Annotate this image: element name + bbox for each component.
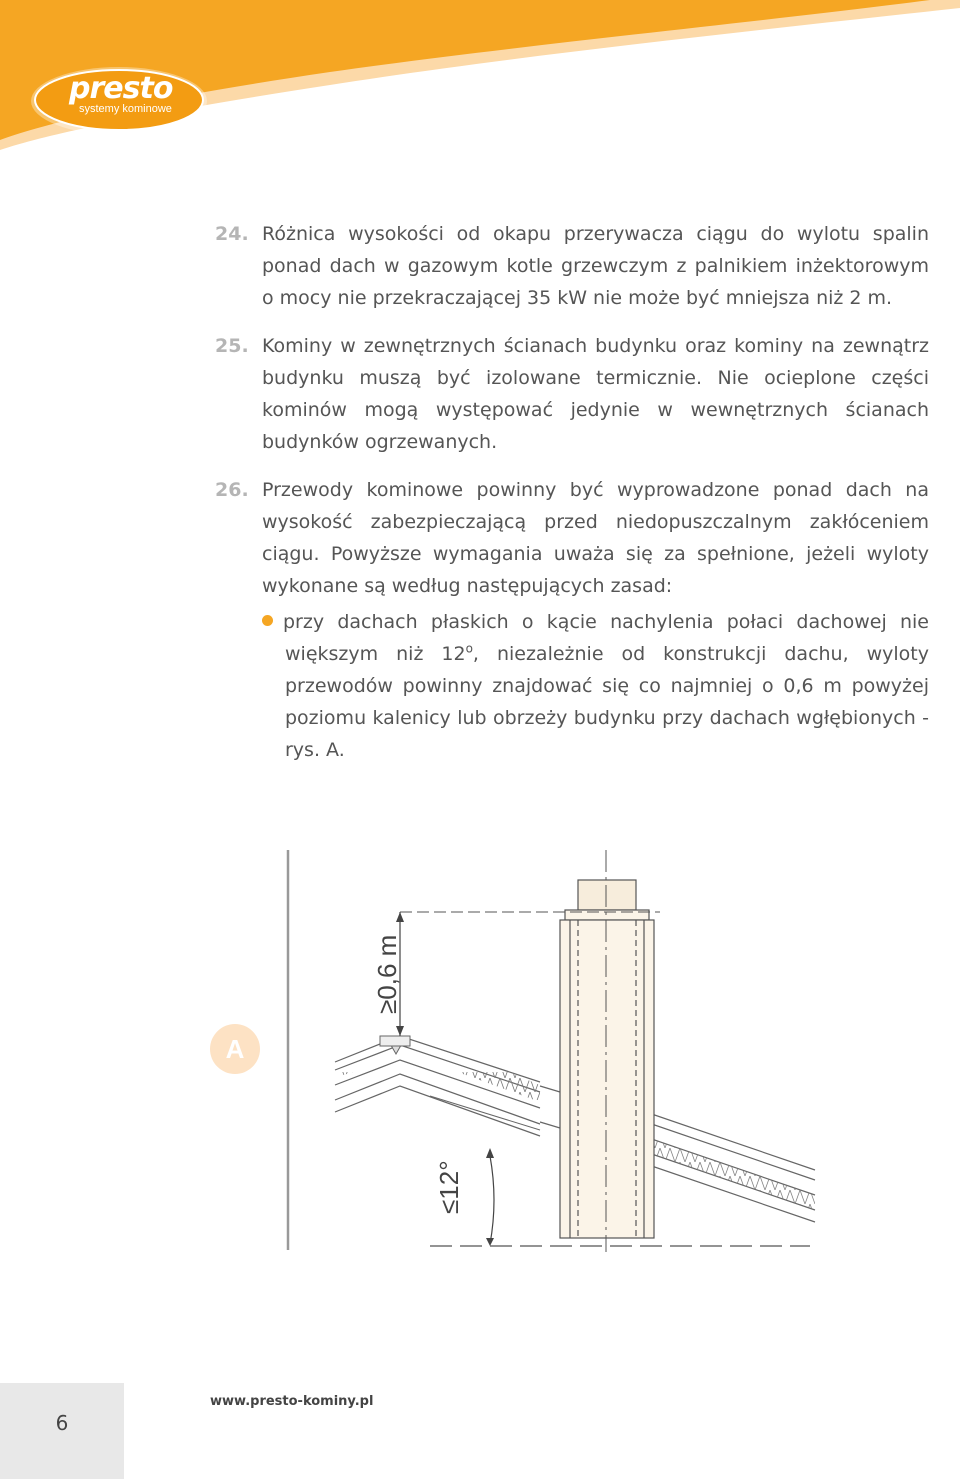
- presto-logo[interactable]: [33, 68, 205, 132]
- angle-arc: [490, 1156, 494, 1244]
- bullet-text-after: , niezależnie od konstrukcji dachu, wyloty przewodów powinny znajdować się co najmniej o 0,6 m powyżej poziomu kalenicy lub obrzeży budynku przy dachach wgłębionych - rys. A.: [285, 643, 929, 761]
- rule-number: 26.: [215, 479, 249, 501]
- bullet-item: [215, 606, 929, 766]
- degree-superscript: o: [465, 641, 473, 656]
- logo-wordmark: presto: [69, 71, 173, 106]
- bullet-text-before: przy dachach płaskich o kącie nachylenia połaci dachowej nie większym niż 12: [283, 611, 929, 665]
- rule-number: 24.: [215, 223, 249, 245]
- rule-text: Przewody kominowe powinny być wyprowadzone ponad dach na wysokość zabezpieczającą przed niedopuszczalnym zakłóceniem ciągu. Powyższe wymagania uważa się za spełnione, jeżeli wyloty wykonane są według następujących zasad:: [262, 479, 929, 597]
- figure-label: A: [210, 1024, 260, 1074]
- height-dimension-label: ≥0,6 m: [372, 934, 402, 1014]
- angle-dimension-label: ≤12°: [434, 1160, 464, 1214]
- page-number: 6: [55, 1411, 69, 1435]
- chimney-roof-diagram: [0, 840, 960, 1260]
- rule-text: Różnica wysokości od okapu przerywacza ciągu do wylotu spalin ponad dach w gazowym kotle grzewczym z palnikiem inżektorowym o mocy nie przekraczającej 35 kW nie może być mniejsza niż 2 m.: [262, 223, 929, 309]
- rule-25: [215, 330, 929, 458]
- website-link[interactable]: www.presto-kominy.pl: [210, 1394, 374, 1409]
- rule-number: 25.: [215, 335, 249, 357]
- logo-tagline: systemy kominowe: [79, 103, 172, 115]
- rule-26: [215, 474, 929, 602]
- main-content: [215, 218, 929, 766]
- chimney: [560, 880, 654, 1238]
- rule-24: [215, 218, 929, 314]
- rule-text: Kominy w zewnętrznych ścianach budynku oraz kominy na zewnątrz budynku muszą być izolowane termicznie. Nie ocieplone części kominów mogą występować jedynie w wewnętrznych ścianach budynków ogrzewanych.: [262, 335, 929, 453]
- bullet-dot-icon: [262, 615, 273, 626]
